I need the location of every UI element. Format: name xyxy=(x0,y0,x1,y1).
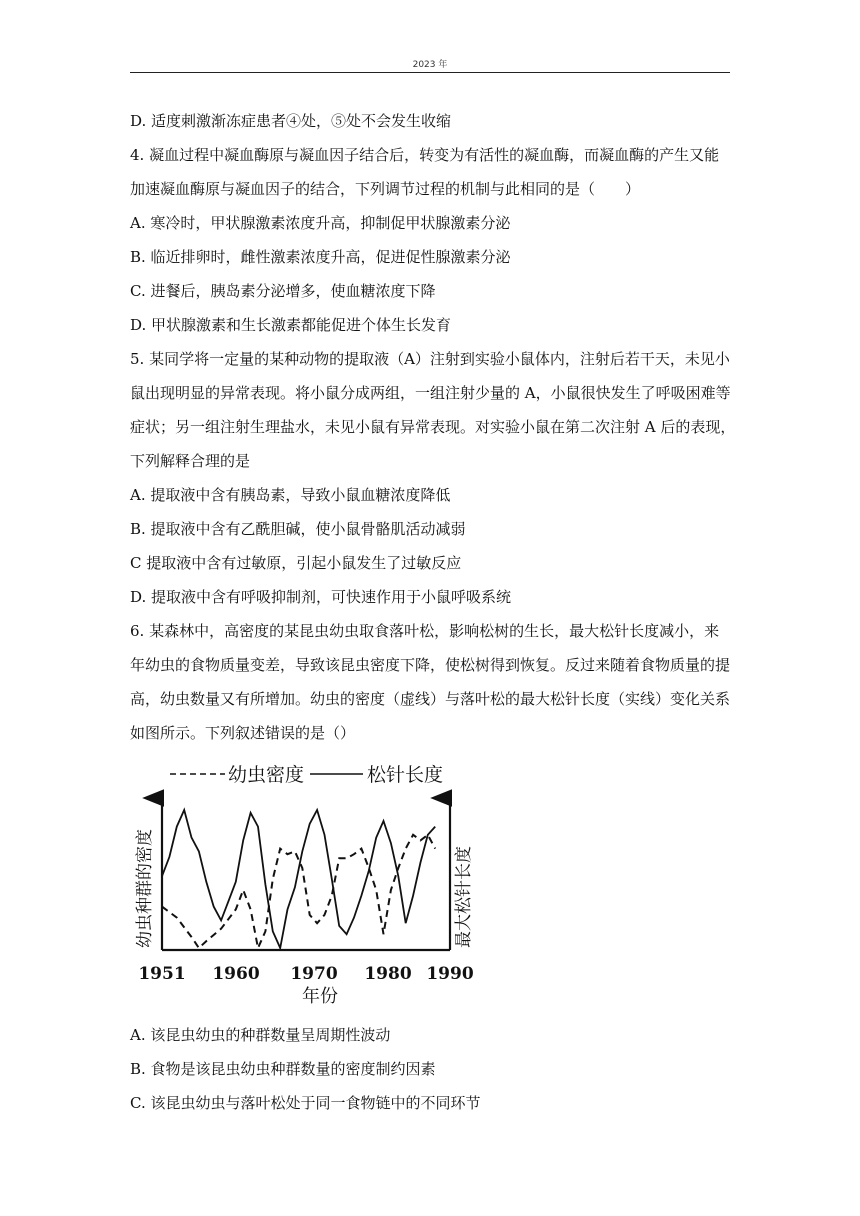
option-b-q6: B. 食物是该昆虫幼虫种群数量的密度制约因素 xyxy=(130,1060,436,1078)
x-tick-label: 1970 xyxy=(290,964,338,984)
question-5-line-3: 症状；另一组注射生理盐水，未见小鼠有异常表现。对实验小鼠在第二次注射 A 后的表现， xyxy=(130,418,736,436)
option-d-q3: D. 适度刺激渐冻症患者④处，⑤处不会发生收缩 xyxy=(130,112,452,130)
question-6-line-3: 高，幼虫数量又有所增加。幼虫的密度（虚线）与落叶松的最大松针长度（实线）变化关系 xyxy=(130,690,731,708)
option-c-q6: C. 该昆虫幼虫与落叶松处于同一食物链中的不同环节 xyxy=(130,1094,481,1112)
x-tick-label: 1980 xyxy=(364,964,412,984)
option-c-q5: C 提取液中含有过敏原，引起小鼠发生了过敏反应 xyxy=(130,554,462,572)
question-4-line-1: 4. 凝血过程中凝血酶原与凝血因子结合后，转变为有活性的凝血酶，而凝血酶的产生又能 xyxy=(130,146,720,164)
option-d-q4: D. 甲状腺激素和生长激素都能促进个体生长发育 xyxy=(130,316,452,334)
question-5-line-1: 5. 某同学将一定量的某种动物的提取液（A）注射到实验小鼠体内，注射后若干天，未见小 xyxy=(130,350,730,368)
question-6-line-4: 如图所示。下列叙述错误的是（） xyxy=(130,724,356,742)
question-5-line-2: 鼠出现明显的异常表现。将小鼠分成两组，一组注射少量的 A，小鼠很快发生了呼吸困难等 xyxy=(130,384,731,402)
question-6-line-2: 年幼虫的食物质量变差，导致该昆虫密度下降，使松树得到恢复。反过来随着食物质量的提 xyxy=(130,656,731,674)
x-tick-label: 1951 xyxy=(138,964,186,984)
option-d-q5: D. 提取液中含有呼吸抑制剂，可快速作用于小鼠呼吸系统 xyxy=(130,588,512,606)
page-header-year: 2023 年 xyxy=(412,60,448,70)
option-b-q5: B. 提取液中含有乙酰胆碱，使小鼠骨骼肌活动减弱 xyxy=(130,520,466,538)
density-needle-chart xyxy=(130,760,480,1010)
option-a-q5: A. 提取液中含有胰岛素，导致小鼠血糖浓度降低 xyxy=(130,486,451,504)
option-c-q4: C. 进餐后，胰岛素分泌增多，使血糖浓度下降 xyxy=(130,282,436,300)
left-y-axis-label: 幼虫种群的密度 xyxy=(135,829,155,948)
x-tick-label: 1990 xyxy=(426,964,474,984)
question-5-line-4: 下列解释合理的是 xyxy=(130,452,251,470)
question-6-line-1: 6. 某森林中，高密度的某昆虫幼虫取食落叶松，影响松树的生长，最大松针长度减小，来 xyxy=(130,622,720,640)
legend-solid-label: 松针长度 xyxy=(367,764,444,786)
option-b-q4: B. 临近排卵时，雌性激素浓度升高，促进促性腺激素分泌 xyxy=(130,248,511,266)
question-4-line-2: 加速凝血酶原与凝血因子的结合，下列调节过程的机制与此相同的是（ ） xyxy=(130,180,641,198)
x-tick-label: 1960 xyxy=(212,964,260,984)
option-a-q4: A. 寒冷时，甲状腺激素浓度升高，抑制促甲状腺激素分泌 xyxy=(130,214,511,232)
x-axis-label: 年份 xyxy=(302,986,338,1007)
header-rule xyxy=(130,72,730,73)
option-a-q6: A. 该昆虫幼虫的种群数量呈周期性波动 xyxy=(130,1026,391,1044)
series-line-larva-density xyxy=(162,835,435,948)
right-y-axis-label: 最大松针长度 xyxy=(454,846,474,948)
legend-dashed-label: 幼虫密度 xyxy=(228,764,305,786)
